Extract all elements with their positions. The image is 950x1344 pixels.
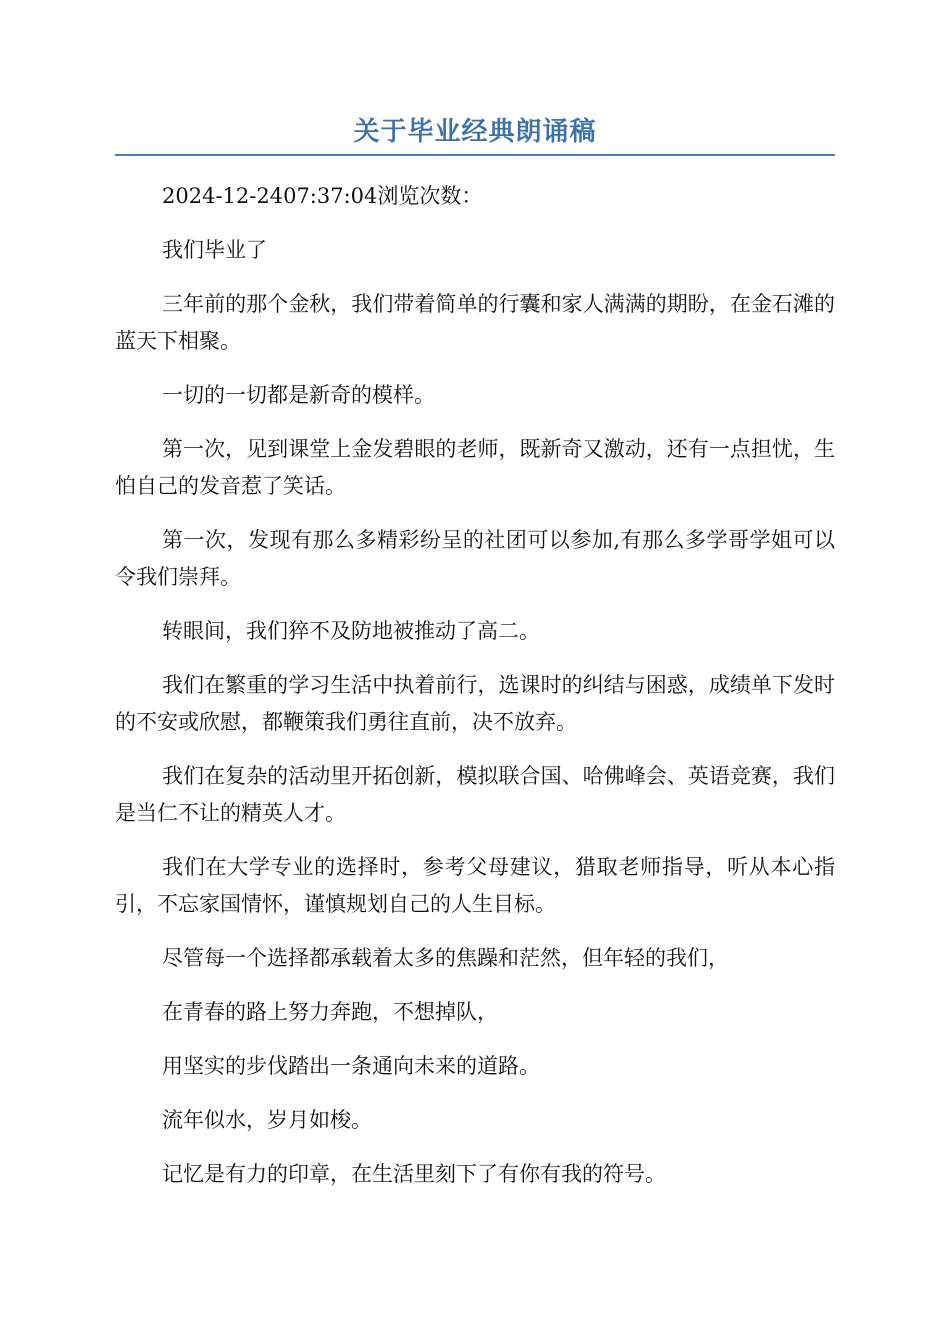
paragraph: 尽管每一个选择都承载着太多的焦躁和茫然，但年轻的我们，: [162, 946, 729, 970]
paragraph: 我们在复杂的活动里开拓创新，模拟联合国、哈佛峰会、英语竞赛，我们是当仁不让的精英人才。: [115, 764, 835, 825]
meta-line: 2024-12-2407:37:04浏览次数：: [162, 184, 483, 208]
paragraph: 在青春的路上努力奔跑，不想掉队，: [162, 1000, 498, 1024]
paragraph: 三年前的那个金秋，我们带着简单的行囊和家人满满的期盼，在金石滩的蓝天下相聚。: [115, 292, 835, 353]
document-title: 关于毕业经典朗诵稿: [353, 117, 597, 147]
paragraph: 我们毕业了: [162, 238, 267, 262]
document-body: [115, 178, 835, 1193]
paragraph: 第一次，见到课堂上金发碧眼的老师，既新奇又激动，还有一点担忧，生怕自己的发音惹了笑话。: [115, 437, 835, 498]
paragraph: 流年似水，岁月如梭。: [162, 1108, 372, 1132]
paragraph: 转眼间，我们猝不及防地被推动了高二。: [162, 619, 540, 643]
document-page: [115, 0, 835, 1210]
paragraph: 记忆是有力的印章，在生活里刻下了有你有我的符号。: [162, 1162, 666, 1186]
paragraph: 一切的一切都是新奇的模样。: [162, 383, 435, 407]
title-divider: [115, 154, 835, 156]
paragraph: 用坚实的步伐踏出一条通向未来的道路。: [162, 1054, 540, 1078]
paragraph: 我们在大学专业的选择时，参考父母建议，猎取老师指导，听从本心指引，不忘家国情怀，谨慎规划自己的人生目标。: [115, 855, 835, 916]
paragraph: 第一次，发现有那么多精彩纷呈的社团可以参加,有那么多学哥学姐可以令我们崇拜。: [115, 528, 835, 589]
paragraph: 我们在繁重的学习生活中执着前行，选课时的纠结与困惑，成绩单下发时的不安或欣慰，都鞭策我们勇往直前，决不放弃。: [115, 673, 835, 734]
